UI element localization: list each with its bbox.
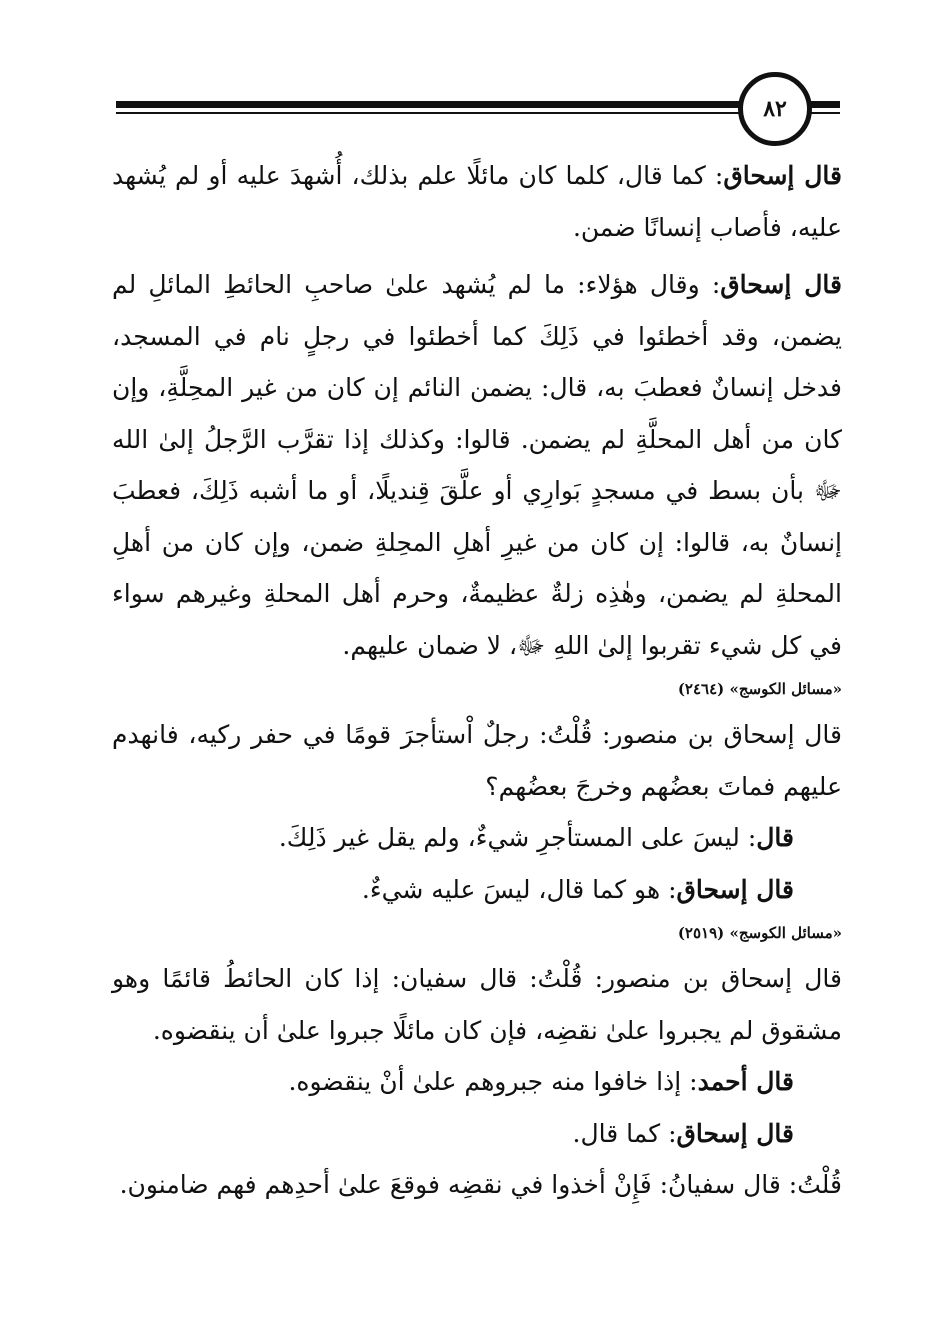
indented-paragraph bbox=[112, 1108, 842, 1160]
indented-paragraph bbox=[112, 812, 842, 864]
paragraph-text: قُلْتُ: قال سفيانُ: فَإِنْ أخذوا في نقضِه فوقعَ علىٰ أحدِهم فهم ضامنون. bbox=[119, 1170, 842, 1199]
paragraph-lead: قال bbox=[756, 823, 794, 852]
paragraph-text: : ليسَ على المستأجرِ شيءٌ، ولم يقل غير ذَلِكَ. bbox=[278, 823, 757, 852]
paragraph-text: : كما قال. bbox=[572, 1118, 677, 1148]
paragraph-lead: قال إسحاق bbox=[676, 874, 794, 904]
source-citation: «مسائل الكوسج» (٢٥١٩) bbox=[677, 924, 842, 942]
paragraph-lead: قال أحمد bbox=[697, 1067, 794, 1096]
paragraph-text: قال إسحاق بن منصور: قُلْتُ: رجلٌ اْستأجرَ قومًا في حفر ركيه، فانهدم عليهم فماتَ بعضُهم وخرجَ بعضُهم؟ bbox=[112, 720, 842, 801]
page-number-badge bbox=[738, 72, 812, 146]
indented-paragraph bbox=[112, 864, 842, 916]
header-rule-thick bbox=[116, 101, 739, 108]
paragraph-text: : هو كما قال، ليسَ عليه شيءٌ. bbox=[361, 874, 677, 904]
header-rule-right-thick bbox=[808, 101, 840, 108]
paragraph bbox=[112, 953, 842, 1056]
source-citation: «مسائل الكوسج» (٢٤٦٤) bbox=[677, 680, 842, 698]
paragraph bbox=[112, 709, 842, 812]
header-rule-thin bbox=[116, 112, 739, 114]
indented-paragraph bbox=[112, 1056, 842, 1108]
paragraph-text: : إذا خافوا منه جبروهم علىٰ أنْ ينقضوه. bbox=[288, 1067, 698, 1096]
page-number: ٨٢ bbox=[763, 96, 787, 122]
paragraph-lead: قال إسحاق bbox=[720, 270, 842, 299]
paragraph bbox=[112, 150, 842, 253]
paragraph-lead: قال إسحاق bbox=[723, 161, 842, 190]
paragraph-lead: قال إسحاق bbox=[676, 1118, 794, 1148]
paragraph-text: : كما قال، كلما كان مائلًا علم بذلك، أُشهدَ عليه أو لم يُشهد عليه، فأصاب إنسانًا ضمن. bbox=[112, 161, 842, 242]
paragraph bbox=[112, 1159, 842, 1211]
paragraph-text: قال إسحاق بن منصور: قُلْتُ: قال سفيان: إذا كان الحائطُ قائمًا وهو مشقوق لم يجبروا علىٰ نقضِه، فإن كان مائلًا جبروا علىٰ أن ينقضوه. bbox=[112, 964, 842, 1045]
paragraph bbox=[112, 259, 842, 671]
page-body bbox=[112, 150, 842, 1211]
header-rule-right-thin bbox=[808, 112, 840, 114]
paragraph-text: : وقال هؤلاء: ما لم يُشهد علىٰ صاحبِ الحائطِ المائلِ لم يضمن، وقد أخطئوا في ذَلِكَ كما أخطئوا في رجلٍ نام في المسجد، فدخل إنسانٌ فعطبَ به، قال: يضمن النائم إن كان من غير المحِلَّةِ، وإن كان من أهل المحلَّةِ لم يضمن. قالوا: وكذلك إذا تقرَّب الرَّجلُ إلىٰ الله ﷻ بأن بسط في مسجدٍ بَوارِي أو علَّقَ قِنديلًا، أو ما أشبه ذَلِكَ، فعطبَ إنسانٌ به، قالوا: إن كان من غيرِ أهلِ المحِلةِ ضمن، وإن كان من أهلِ المحلةِ لم يضمن، وهٰذِه زلةٌ عظيمةٌ، وحرم أهل المحلةِ وغيرهم سواء في كل شيء تقربوا إلىٰ اللهِ ﷻ، لا ضمان عليهم. bbox=[112, 270, 842, 660]
